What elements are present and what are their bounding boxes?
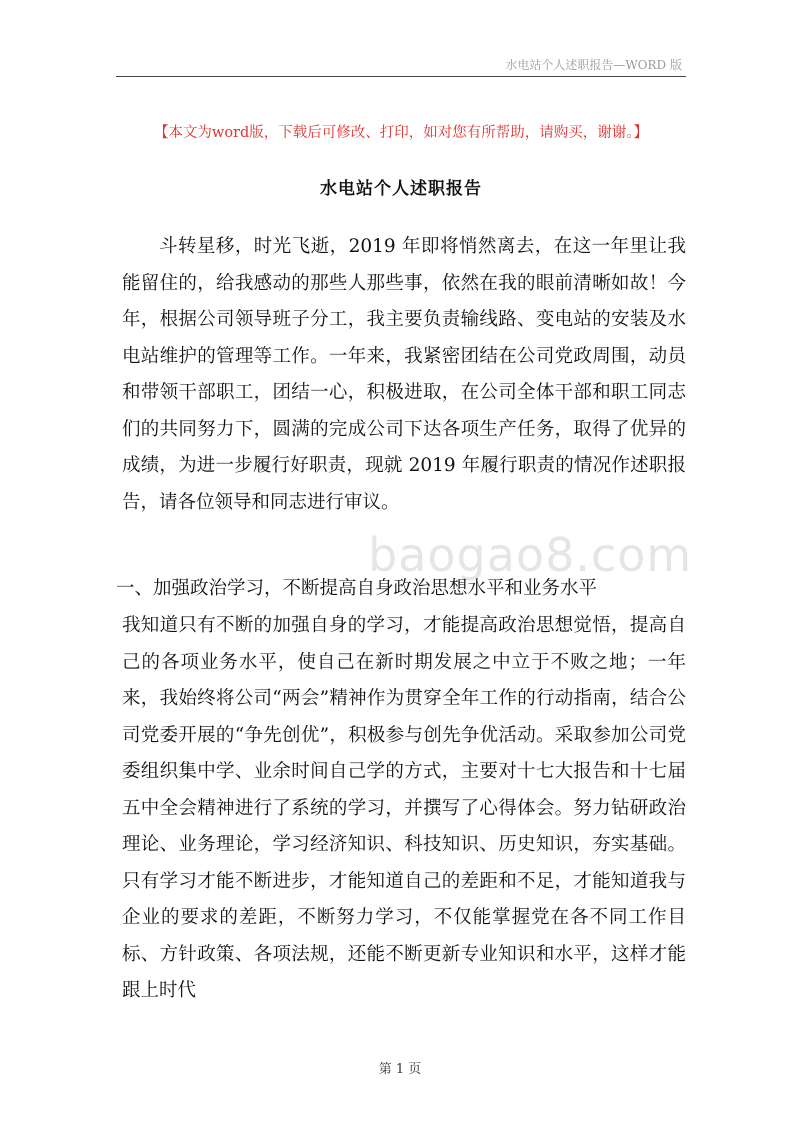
running-header: 水电站个人述职报告—WORD 版: [505, 58, 682, 72]
page-number: 第 1 页: [378, 1062, 422, 1077]
body-paragraph-intro: 斗转星移，时光飞逝，2019 年即将悄然离去，在这一年里让我能留住的，给我感动的那些人那些事，依然在我的眼前清晰如故！今年，根据公司领导班子分工，我主要负责输线路、变电站的安装及水电站维护的管理等工作。一年来，我紧密团结在公司党政周围，动员和带领干部职工，团结一心，积极进取，在公司全体干部和职工同志们的共同努力下，圆满的完成公司下达各项生产任务，取得了优异的成绩，为进一步履行好职责，现就 2019 年履行职责的情况作述职报告，请各位领导和同志进行审议。: [122, 236, 686, 513]
header-divider: [116, 76, 686, 77]
section-heading-1: 一、加强政治学习，不断提高自身政治思想水平和业务水平: [116, 578, 598, 599]
purchase-notice: 【本文为word版，下载后可修改、打印，如对您有所帮助，请购买，谢谢。】: [153, 125, 649, 141]
document-title: 水电站个人述职报告: [320, 179, 482, 199]
watermark-text: baogao8.com: [368, 528, 693, 582]
body-paragraph-section-1: 我知道只有不断的加强自身的学习，才能提高政治思想觉悟，提高自己的各项业务水平，使自己在新时期发展之中立于不败之地；一年来，我始终将公司“两会”精神作为贯穿全年工作的行动指南，结合公司党委开展的“争先创优”，积极参与创先争优活动。采取参加公司党委组织集中学、业余时间自己学的方式，主要对十七大报告和十七届五中全会精神进行了系统的学习，并撰写了心得体会。努力钻研政治理论、业务理论，学习经济知识、科技知识、历史知识，夯实基础。只有学习才能不断进步，才能知道自己的差距和不足，才能知道我与企业的要求的差距，不断努力学习，不仅能掌握党在各不同工作目标、方针政策、各项法规，还能不断更新专业知识和水平，这样才能跟上时代: [122, 615, 686, 1001]
